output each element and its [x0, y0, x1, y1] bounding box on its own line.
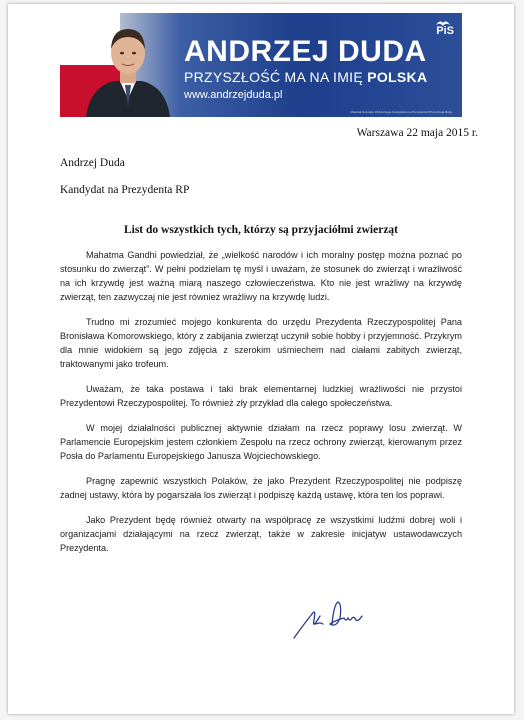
- banner-website-url: www.andrzejduda.pl: [184, 89, 283, 101]
- letter-page: [8, 4, 514, 714]
- banner-fineprint: Materiał Komitetu Wyborczego Kandydata na Prezydenta RP Andrzeja Dudy: [350, 110, 452, 114]
- letter-paragraph: Pragnę zapewnić wszystkich Polaków, że jako Prezydent Rzeczypospolitej nie podpiszę żadnej ustawy, która by pogarszała los zwierząt i podpiszę każdą ustawę, która ten los poprawi.: [60, 476, 462, 500]
- letter-paragraph: W mojej działalności publicznej aktywnie działam na rzecz poprawy losu zwierząt. W Parlamencie Europejskim jestem członkiem Zespołu na rzecz ochrony zwierząt, kierowanym przez Posła do Parlamentu Europejskiego Janusza Wojciechowskiego.: [60, 423, 462, 461]
- candidate-portrait: [78, 17, 178, 117]
- campaign-banner: [60, 13, 462, 117]
- letter-author: Andrzej Duda: [60, 157, 125, 169]
- letter-author-role: Kandydat na Prezydenta RP: [60, 184, 190, 196]
- banner-slogan-bold: POLSKA: [367, 69, 428, 85]
- banner-candidate-name: ANDRZEJ DUDA: [184, 35, 427, 68]
- letter-paragraph: Jako Prezydent będę również otwarty na współpracę ze wszystkimi ludźmi dobrej woli i organizacjami działającymi na rzecz zwierząt, także w zakresie inicjatyw ustawodawczych Prezydenta.: [60, 515, 462, 553]
- banner-slogan: [184, 69, 427, 85]
- handwritten-signature: [290, 594, 370, 642]
- letter-title: List do wszystkich tych, którzy są przyjaciółmi zwierząt: [123, 224, 399, 236]
- party-logo: PiS: [436, 25, 454, 37]
- banner-slogan-prefix: PRZYSZŁOŚĆ MA NA IMIĘ: [184, 69, 364, 85]
- letter-paragraph: Mahatma Gandhi powiedział, że „wielkość narodów i ich moralny postęp można poznać po stosunku do zwierząt”. W pełni podzielam tę myśl i uważam, że stosunek do zwierząt i wrażliwość na ich krzywdę jest ważną miarą naszego człowieczeństwa. Kto nie jest wrażliwy na krzywdę zwierząt, ten zazwyczaj nie jest również wrażliwy na krzywdę ludzi.: [60, 250, 462, 302]
- letter-body: [60, 248, 462, 566]
- letter-paragraph: Trudno mi zrozumieć mojego konkurenta do urzędu Prezydenta Rzeczypospolitej Pana Bronisława Komorowskiego, który z zabijania zwierząt uczynił sobie hobby i przyjemność. Przykrym dla mnie widokiem są jego zdjęcia z szerokim uśmiechem nad ciałami zabitych zwierząt, traktowanymi jako trofeum.: [60, 317, 462, 369]
- letter-paragraph: Uważam, że taka postawa i taki brak elementarnej ludzkiej wrażliwości nie przystoi Prezydentowi Rzeczypospolitej. To również zły przykład dla całego społeczeństwa.: [60, 384, 462, 408]
- letter-date: Warszawa 22 maja 2015 r.: [356, 127, 478, 139]
